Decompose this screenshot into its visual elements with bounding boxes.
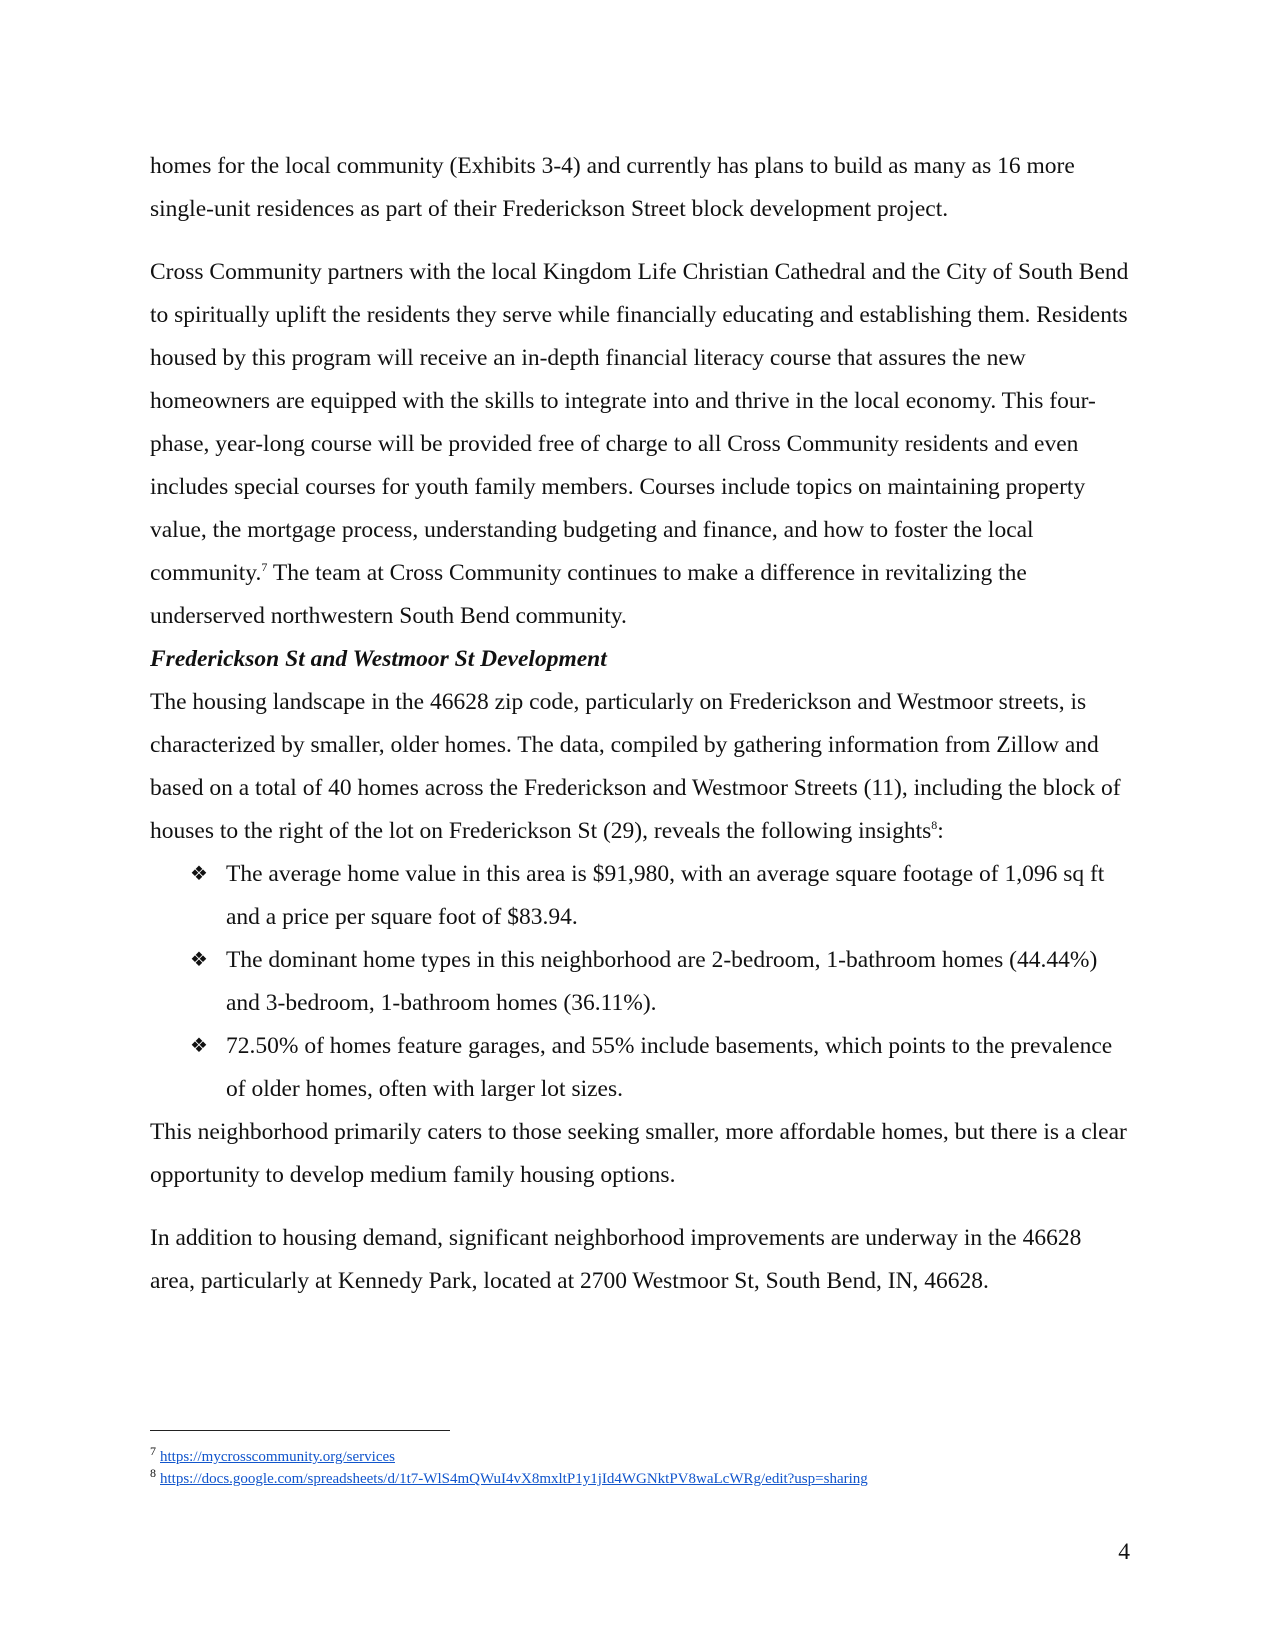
footnotes [150,1446,1150,1490]
footnote-7 [150,1446,1150,1468]
footnote-link[interactable]: https://docs.google.com/spreadsheets/d/1t7-WlS4mQWuI4vX8mxltP1y1jId4WGNktPV8waLcWRg/edit?usp=sharing [160,1471,868,1487]
diamond-bullet-icon: ❖ [190,949,208,971]
list-item [190,939,1130,1025]
footnote-ref-8[interactable]: 8 [931,818,938,832]
paragraph-3 [150,681,1130,853]
paragraph-1: homes for the local community (Exhibits 3-4) and currently has plans to build as many as 16 more single-unit residences as part of their Frederickson Street block development project. [150,153,1075,222]
footnote-number: 8 [150,1466,156,1480]
paragraph-3-text-b: : [937,818,944,844]
footnote-8 [150,1468,1150,1490]
body-text [150,145,1130,1303]
list-item [190,853,1130,939]
paragraph-4: This neighborhood primarily caters to those seeking smaller, more affordable homes, but there is a clear opportunity to develop medium family housing options. [150,1119,1127,1188]
footnote-divider [150,1430,450,1431]
diamond-bullet-icon: ❖ [190,863,208,885]
paragraph-5: In addition to housing demand, significant neighborhood improvements are underway in the 46628 area, particularly at Kennedy Park, located at 2700 Westmoor St, South Bend, IN, 46628. [150,1225,1082,1294]
paragraph-3-text-a: The housing landscape in the 46628 zip code, particularly on Frederickson and Westmoor streets, is characterized by smaller, older homes. The data, compiled by gathering information from Zillow and based on a total of 40 homes across the Frederickson and Westmoor Streets (11), including the block of houses to the right of the lot on Frederickson St (29), reveals the following insights [150,689,1121,844]
list-item-text: The average home value in this area is $91,980, with an average square footage of 1,096 sq ft and a price per square foot of $83.94. [226,861,1105,930]
diamond-bullet-icon: ❖ [190,1035,208,1057]
footnote-number: 7 [150,1444,156,1458]
page-number: 4 [1118,1539,1130,1565]
footnote-ref-7[interactable]: 7 [261,560,268,574]
list-item-text: The dominant home types in this neighborhood are 2-bedroom, 1-bathroom homes (44.44%) and 3-bedroom, 1-bathroom homes (36.11%). [226,947,1098,1016]
list-item-text: 72.50% of homes feature garages, and 55% include basements, which points to the prevalence of older homes, often with larger lot sizes. [226,1033,1113,1102]
list-item [190,1025,1130,1111]
paragraph-2-text-a: Cross Community partners with the local Kingdom Life Christian Cathedral and the City of South Bend to spiritually uplift the residents they serve while financially educating and establishing them. Residents housed by this program will receive an in-depth financial literacy course that assures the new homeowners are equipped with the skills to integrate into and thrive in the local economy. This four-phase, year-long course will be provided free of charge to all Cross Community residents and even includes special courses for youth family members. Courses include topics on maintaining property value, the mortgage process, understanding budgeting and finance, and how to foster the local community. [150,259,1129,586]
paragraph-2-text-b: The team at Cross Community continues to make a difference in revitalizing the underserved northwestern South Bend community. [150,560,1027,629]
section-heading: Frederickson St and Westmoor St Development [150,646,607,672]
footnote-link[interactable]: https://mycrosscommunity.org/services [160,1449,395,1465]
insights-list [150,853,1130,1111]
paragraph-2 [150,251,1130,638]
